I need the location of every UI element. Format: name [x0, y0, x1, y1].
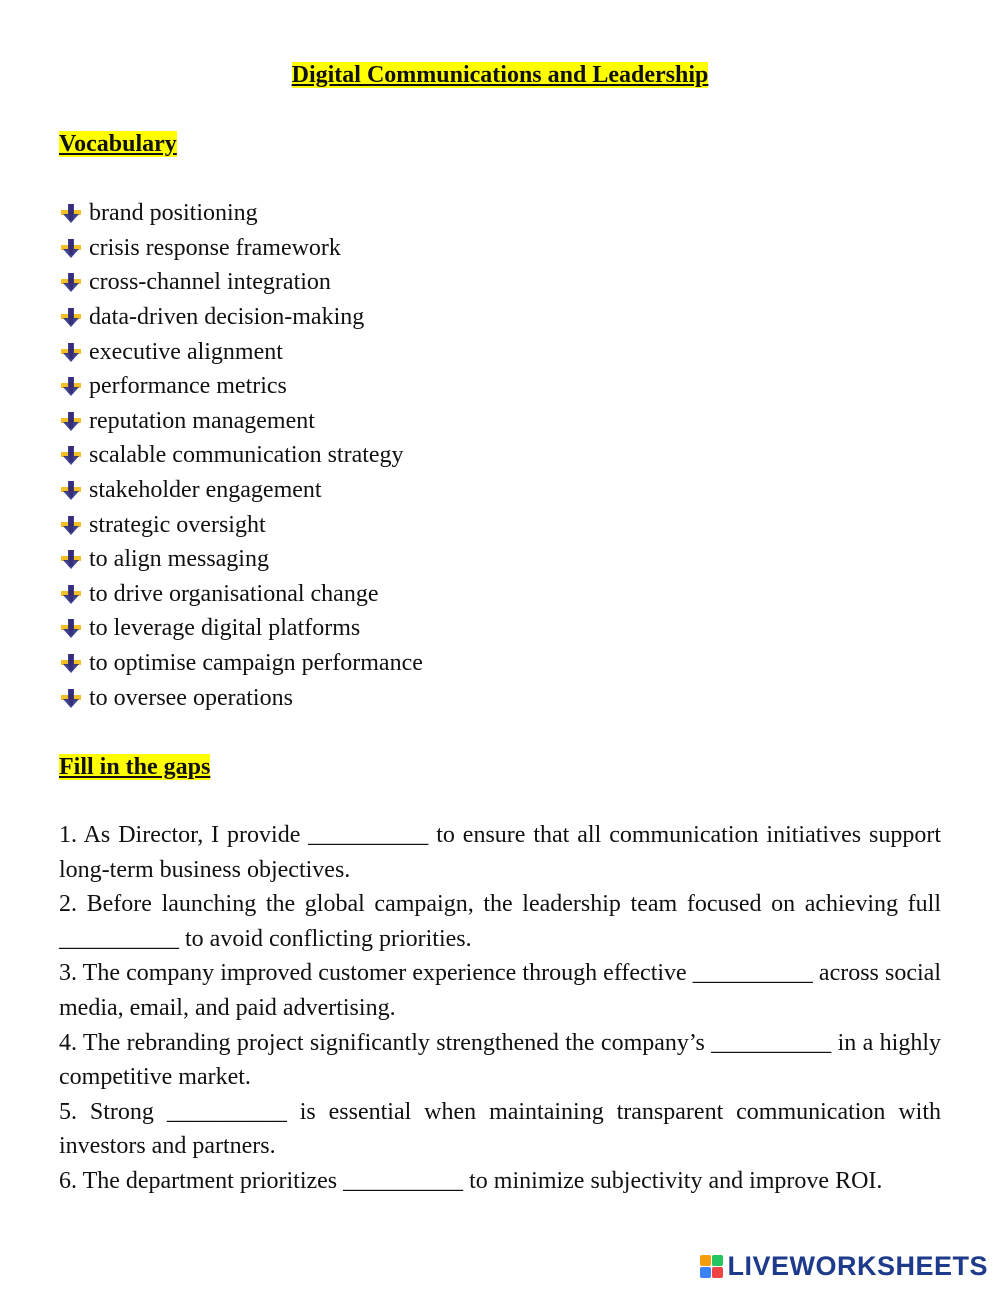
vocabulary-item-text: data-driven decision-making [89, 304, 365, 331]
vocabulary-item [59, 542, 423, 577]
gap-sentence [59, 956, 941, 1025]
vocabulary-item-text: to optimise campaign performance [89, 650, 423, 677]
arrow-down-bullet-icon [59, 236, 83, 260]
vocabulary-heading: Vocabulary [59, 131, 177, 157]
sentence-text-after: to ensure that all communication initiatives support long-term business objectives. [59, 822, 941, 883]
logo-square-1 [700, 1255, 711, 1266]
logo-square-2 [712, 1255, 723, 1266]
sentence-text-before: 6. The department prioritizes [59, 1167, 344, 1194]
sentence-text-after: in a highly competitive market. [59, 1029, 942, 1091]
vocabulary-item-text: to drive organisational change [89, 580, 379, 607]
answer-blank[interactable]: __________ [711, 1029, 832, 1056]
vocabulary-item-text: to leverage digital platforms [89, 615, 361, 642]
vocabulary-item [59, 680, 423, 715]
logo-mark-icon [700, 1255, 723, 1278]
vocabulary-item [59, 473, 423, 508]
vocabulary-item-text: cross-channel integration [89, 269, 331, 296]
vocabulary-item [59, 265, 423, 300]
logo-square-4 [712, 1267, 723, 1278]
answer-blank[interactable]: __________ [692, 960, 813, 987]
gap-sentence [59, 1026, 941, 1095]
page-title: Digital Communications and Leadership [291, 62, 709, 88]
vocabulary-item [59, 196, 423, 231]
arrow-down-bullet-icon [59, 374, 83, 398]
vocabulary-item [59, 404, 423, 439]
vocabulary-list [59, 196, 423, 715]
vocabulary-item [59, 646, 423, 681]
sentence-text-before: 5. Strong [59, 1098, 167, 1125]
liveworksheets-logo [700, 1251, 988, 1282]
vocabulary-item-text: to align messaging [89, 546, 269, 573]
sentence-text-before: 1. As Director, I provide [59, 822, 309, 848]
vocabulary-item [59, 334, 423, 369]
sentence-text-before: 2. Before launching the global campaign, the leadership team focused on achieving full [59, 891, 941, 918]
vocabulary-item-text: executive alignment [89, 338, 283, 365]
arrow-down-bullet-icon [59, 616, 83, 640]
gap-sentence [59, 1095, 941, 1164]
answer-blank[interactable]: __________ [308, 822, 429, 848]
vocabulary-item [59, 300, 423, 335]
arrow-down-bullet-icon [59, 513, 83, 537]
arrow-down-bullet-icon [59, 547, 83, 571]
answer-blank[interactable]: __________ [166, 1098, 287, 1125]
vocabulary-item-text: strategic oversight [89, 511, 266, 538]
sentence-text-after: across social media, email, and paid advertising. [59, 960, 941, 1021]
vocabulary-item [59, 369, 423, 404]
vocabulary-item [59, 611, 423, 646]
gap-fill-exercise [59, 818, 941, 1199]
brand-name: LIVEWORKSHEETS [727, 1251, 988, 1281]
sentence-text-after: is essential when maintaining transparent communication with investors and partners. [59, 1098, 942, 1160]
answer-blank[interactable]: __________ [343, 1167, 464, 1194]
answer-blank[interactable]: __________ [59, 925, 179, 952]
arrow-down-bullet-icon [59, 443, 83, 467]
arrow-down-bullet-icon [59, 305, 83, 329]
arrow-down-bullet-icon [59, 686, 83, 710]
fill-gaps-heading: Fill in the gaps [59, 754, 211, 780]
sentence-text-before: 4. The rebranding project significantly strengthened the company’s [59, 1029, 712, 1056]
arrow-down-bullet-icon [59, 270, 83, 294]
gap-sentence [59, 1164, 941, 1199]
logo-square-3 [700, 1267, 711, 1278]
sentence-text-after: to minimize subjectivity and improve ROI. [463, 1167, 883, 1194]
gap-sentence [59, 818, 941, 887]
arrow-down-bullet-icon [59, 478, 83, 502]
vocabulary-item [59, 507, 423, 542]
vocabulary-item-text: to oversee operations [89, 684, 293, 711]
vocabulary-item [59, 438, 423, 473]
arrow-down-bullet-icon [59, 409, 83, 433]
vocabulary-item-text: reputation management [89, 407, 315, 434]
vocabulary-item [59, 231, 423, 266]
vocabulary-item-text: scalable communication strategy [89, 442, 404, 469]
arrow-down-bullet-icon [59, 201, 83, 225]
sentence-text-before: 3. The company improved customer experience through effective [59, 960, 693, 987]
arrow-down-bullet-icon [59, 651, 83, 675]
vocabulary-item-text: performance metrics [89, 373, 287, 400]
vocabulary-item-text: brand positioning [89, 200, 258, 227]
vocabulary-item-text: stakeholder engagement [89, 477, 322, 504]
vocabulary-item-text: crisis response framework [89, 234, 341, 261]
gap-sentence [59, 887, 941, 956]
arrow-down-bullet-icon [59, 340, 83, 364]
arrow-down-bullet-icon [59, 582, 83, 606]
sentence-text-after: to avoid conflicting priorities. [179, 925, 472, 952]
vocabulary-item [59, 577, 423, 612]
